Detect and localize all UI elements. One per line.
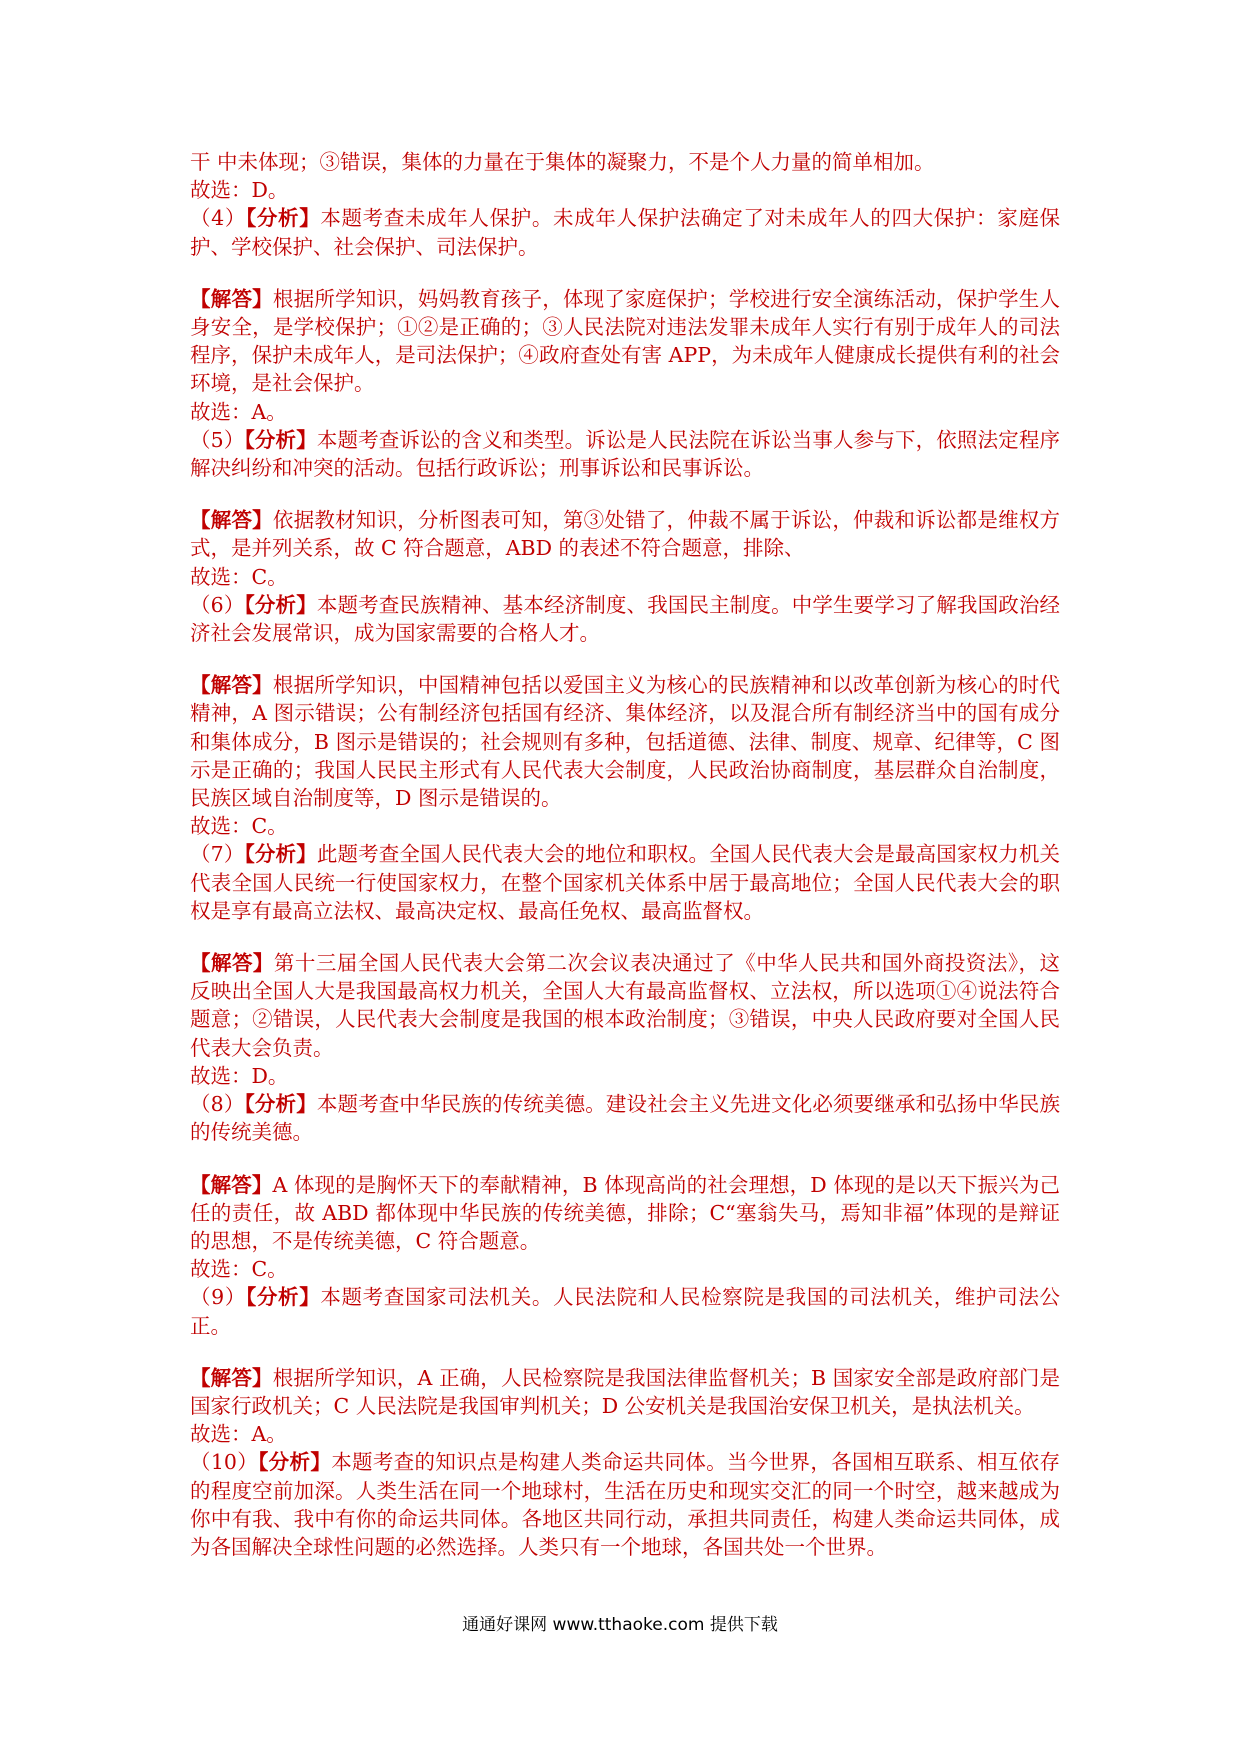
analysis-tag: 【分析】 xyxy=(258,1450,332,1475)
answer-tag: 【解答】 xyxy=(190,286,273,311)
q5-analysis xyxy=(190,426,1060,482)
answer-text: A 体现的是胸怀天下的奉献精神，B 体现高尚的社会理想，D 体现的是以天下振兴为己任的责任，故 ABD 都体现中华民族的传统美德，排除；C“塞翁失马，焉知非福”体现的是辩证的思想，不是传统美德，C 符合题意。 xyxy=(190,1172,1060,1253)
q6-answer xyxy=(190,671,1060,812)
analysis-text: 本题考查国家司法机关。人民法院和人民检察院是我国的司法机关，维护司法公正。 xyxy=(190,1285,1061,1338)
choice-line: 故选：A。 xyxy=(190,399,287,424)
choice-line: 故选：D。 xyxy=(190,1063,289,1088)
q9-answer xyxy=(190,1364,1060,1420)
question-number: （10） xyxy=(190,1450,259,1475)
choice-line: 故选：C。 xyxy=(190,1257,288,1282)
q7-answer xyxy=(190,949,1060,1062)
question-number: （4） xyxy=(190,206,246,231)
analysis-text: 此题考查全国人民代表大会的地位和职权。全国人民代表大会是最高国家权力机关代表全国人民统一行使国家权力，在整个国家机关体系中居于最高地位；全国人民代表大会的职权是享有最高立法权、最高决定权、最高任免权、最高监督权。 xyxy=(190,842,1061,923)
q7-analysis xyxy=(190,840,1060,925)
choice-line: 故选：C。 xyxy=(190,814,288,839)
q9-analysis xyxy=(190,1283,1060,1339)
answer-text: 根据所学知识，中国精神包括以爱国主义为核心的民族精神和以改革创新为核心的时代精神，A 图示错误；公有制经济包括国有经济、集体经济，以及混合所有制经济当中的国有成分和集体成分，B 图示是错误的；社会规则有多种，包括道德、法律、制度、规章、纪律等，C 图示是正确的；我国人民民主形式有人民代表大会制度，人民政治协商制度，基层群众自治制度，民族区域自治制度等，D 图示是错误的。 xyxy=(190,673,1061,811)
question-number: （9） xyxy=(190,1285,246,1310)
choice-line: 故选：C。 xyxy=(190,564,288,589)
choice-line: 故选：D。 xyxy=(190,178,289,203)
q6-analysis xyxy=(190,591,1060,647)
text-line: 干 中未体现；③错误，集体的力量在于集体的凝聚力，不是个人力量的简单相加。 xyxy=(190,150,935,174)
answer-tag: 【解答】 xyxy=(190,951,274,976)
answer-text: 第十三届全国人民代表大会第二次会议表决通过了《中华人民共和国外商投资法》，这反映出全国人大是我国最高权力机关，全国人大有最高监督权、立法权，所以选项①④说法符合题意；②错误，人民代表大会制度是我国的根本政治制度；③错误，中央人民政府要对全国人民代表大会负责。 xyxy=(190,951,1061,1060)
analysis-text: 本题考查未成年人保护。未成年人保护法确定了对未成年人的四大保护：家庭保护、学校保护、社会保护、司法保护。 xyxy=(190,206,1061,259)
document-body xyxy=(190,148,1060,1561)
analysis-tag: 【分析】 xyxy=(246,206,321,231)
choice-line: 故选：A。 xyxy=(190,1422,287,1447)
page-footer: 通通好课网 www.tthaoke.com 提供下载 xyxy=(462,1615,778,1635)
answer-tag: 【解答】 xyxy=(190,1365,273,1390)
analysis-tag: 【分析】 xyxy=(244,1092,317,1117)
answer-text: 根据所学知识，A 正确，人民检察院是我国法律监督机关；B 国家安全部是政府部门是国家行政机关；C 人民法院是我国审判机关；D 公安机关是我国治安保卫机关，是执法机关。 xyxy=(190,1365,1061,1418)
analysis-tag: 【分析】 xyxy=(244,427,317,452)
q5-answer xyxy=(190,506,1060,562)
analysis-text: 本题考查的知识点是构建人类命运共同体。当今世界，各国相互联系、相互依存的程度空前加深。人类生活在同一个地球村，生活在历史和现实交汇的同一个时空，越来越成为你中有我、我中有你的命运共同体。各地区共同行动，承担共同责任，构建人类命运共同体，成为各国解决全球性问题的必然选择。人类只有一个地球，各国共处一个世界。 xyxy=(190,1450,1061,1559)
question-number: （8） xyxy=(190,1092,245,1117)
analysis-text: 本题考查诉讼的含义和类型。诉讼是人民法院在诉讼当事人参与下，依照法定程序解决纠纷和冲突的活动。包括行政诉讼；刑事诉讼和民事诉讼。 xyxy=(190,427,1061,481)
q4-answer xyxy=(190,285,1060,398)
analysis-tag: 【分析】 xyxy=(246,1285,321,1310)
q8-answer xyxy=(190,1171,1060,1256)
question-number: （7） xyxy=(190,842,245,867)
answer-tag: 【解答】 xyxy=(190,508,273,533)
analysis-tag: 【分析】 xyxy=(244,592,317,617)
analysis-text: 本题考查民族精神、基本经济制度、我国民主制度。中学生要学习了解我国政治经济社会发展常识，成为国家需要的合格人才。 xyxy=(190,592,1061,646)
answer-tag: 【解答】 xyxy=(190,673,273,698)
analysis-tag: 【分析】 xyxy=(244,842,317,867)
q8-analysis xyxy=(190,1090,1060,1146)
analysis-text: 本题考查中华民族的传统美德。建设社会主义先进文化必须要继承和弘扬中华民族的传统美德。 xyxy=(190,1092,1061,1145)
question-number: （6） xyxy=(190,592,245,617)
answer-tag: 【解答】 xyxy=(190,1172,273,1197)
q10-analysis xyxy=(190,1448,1060,1561)
question-number: （5） xyxy=(190,427,245,452)
q4-analysis xyxy=(190,204,1060,260)
answer-text: 根据所学知识，妈妈教育孩子，体现了家庭保护；学校进行安全演练活动，保护学生人身安全，是学校保护；①②是正确的；③人民法院对违法发罪未成年人实行有别于成年人的司法程序，保护未成年人，是司法保护；④政府查处有害 APP，为未成年人健康成长提供有利的社会环境，是社会保护。 xyxy=(190,286,1061,396)
answer-text: 依据教材知识，分析图表可知，第③处错了，仲裁不属于诉讼，仲裁和诉讼都是维权方式，是并列关系，故 C 符合题意，ABD 的表述不符合题意，排除、 xyxy=(190,508,1061,561)
